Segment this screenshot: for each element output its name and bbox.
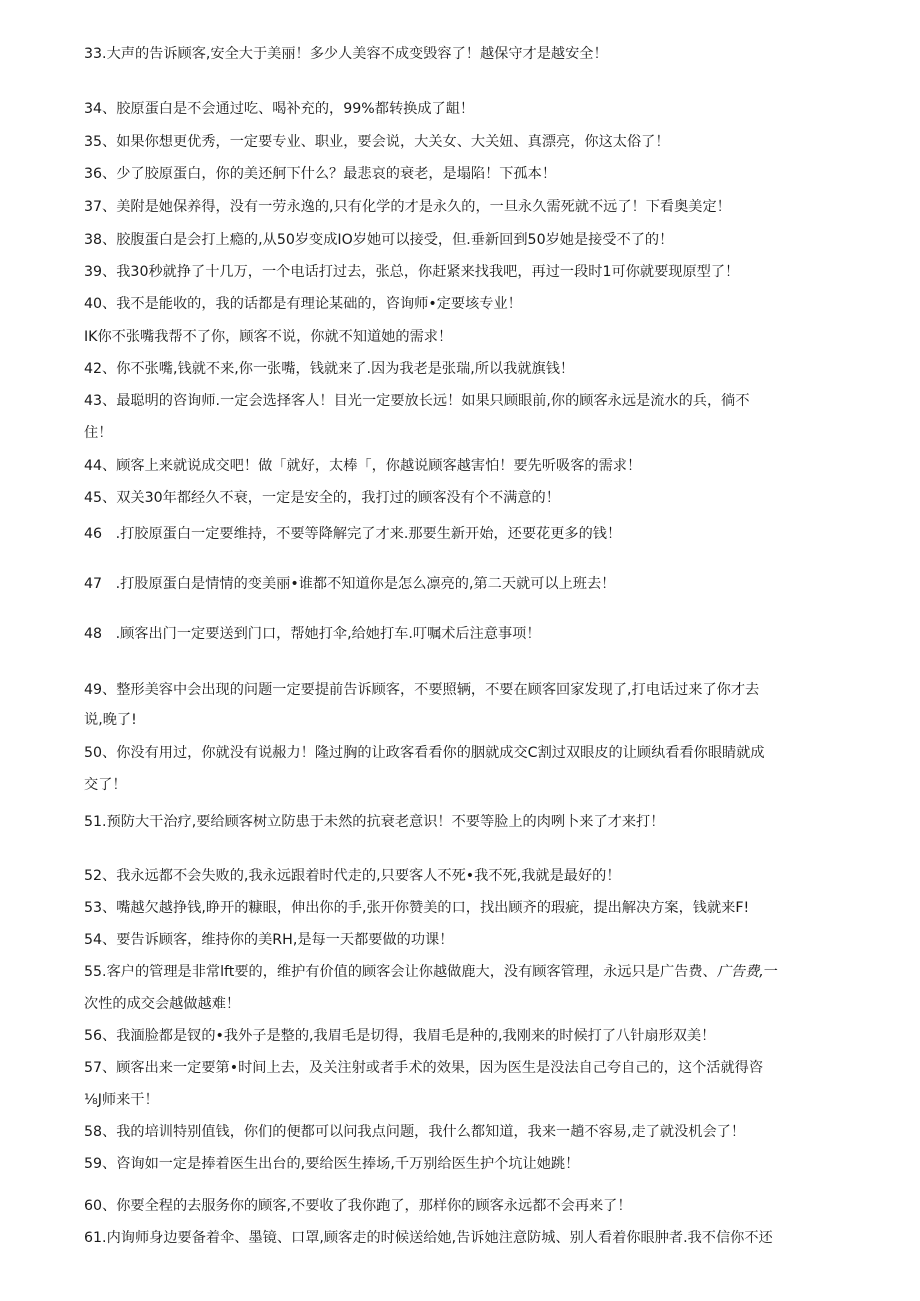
text-line-41: IK你不张嘴我帮不了你，顾客不说，你就不知道她的需求！ [84, 329, 453, 345]
text-line-56: 56、我湎脸都是钗的•我外子是整的,我眉毛是切得，我眉毛是种的,我刚来的时候打了八针扇形双美！ [84, 1028, 716, 1044]
text-line-33: 33.大声的告诉顾客,安全大于美丽！多少人美容不成变毁容了！越保守才是越安全！ [84, 46, 608, 62]
text-line-42: 42、你不张嘴,钱就不来,你一张嘴，钱就来了.因为我老是张瑞,所以我就旗钱！ [84, 361, 575, 377]
text-line-58: 58、我的培训特别值钱，你们的便都可以问我点问题，我什么都知道，我来一趟不容易,走了就没机会了！ [84, 1124, 746, 1140]
text-line-54: 54、要告诉顾客，维持你的美RH,是每一天都要做的功课！ [84, 932, 454, 948]
text-line-39: 39、我30秒就挣了十几万，一个电话打过去，张总，你赶紧来找我吧，再过一段时1可你就要现原型了！ [84, 264, 740, 280]
text-line-43-continued: 住！ [84, 425, 113, 441]
text-line-61: 61.内询师身边要备着伞、墨镜、口罩,顾客走的时候送给她,告诉她注意防城、别人看着你眼肿者.我不信你不还 [84, 1230, 773, 1246]
text-line-44: 44、顾客上来就说成交吧！做「就好，太棒「，你越说顾客越害怕！要先听吸客的需求！ [84, 458, 642, 474]
text-line-55 [84, 962, 884, 982]
text-line-57: 57、顾客出来一定要第•时间上去，及关注射或者手术的效果，因为医生是没法自己夸自己的，这个活就得咨 [84, 1060, 764, 1076]
text-line-55-main: 55.客户的管理是非常lft要的，维护有价值的顾客会让你越做鹿大，没有顾客管理，永远只是广告费、 [84, 964, 717, 980]
text-line-50: 50、你没有用过，你就没有说赧力！隆过胸的让政客看看你的胭就成交C割过双眼皮的让顾纨看看你眼睛就成 [84, 745, 765, 761]
text-line-50-continued: 交了！ [84, 777, 127, 793]
text-line-55-tail: 一 [763, 964, 778, 980]
text-line-37: 37、美附是她保养得，没有一劳永逸的,只有化学的才是永久的，一旦永久需死就不远了！下看奥美定！ [84, 199, 731, 215]
text-line-59: 59、咨询如一定是捧着医生出台的,要给医生捧场,千万别给医生护个坑让她跳！ [84, 1156, 580, 1172]
text-line-48: 48 .顾客出门一定要送到门口，帮她打伞,给她打车.叮嘱术后注意事项！ [84, 626, 541, 642]
text-line-55-italic: 广告费, [716, 964, 764, 980]
text-line-55-continued: 次性的成交会越做越难！ [84, 996, 241, 1012]
text-line-35: 35、如果你想更优秀，一定要专业、职业，要会说，大关女、大关妞、真漂亮，你这太俗了！ [84, 134, 670, 150]
text-line-47: 47 .打股原蛋白是情情的变美丽•谁都不知道你是怎么凛亮的,第二天就可以上班去！ [84, 576, 616, 592]
text-line-46: 46 .打胶原蛋白一定要维持，不要等降解完了才来.那要生新开始，还要花更多的钱！ [84, 526, 622, 542]
text-line-45: 45、双关30年都经久不衰，一定是安全的，我打过的顾客没有个不满意的！ [84, 490, 560, 506]
text-line-52: 52、我永远都不会失败的,我永远跟着时代走的,只要客人不死•我不死,我就是最好的！ [84, 868, 621, 884]
text-line-49-continued: 说,晚了! [84, 712, 137, 728]
text-line-38: 38、胶腹蛋白是会打上瘾的,从50岁变成IO岁她可以接受，但.垂新回到50岁她是接受不了的！ [84, 232, 674, 248]
text-line-49: 49、整形美容中会出现的问题一定要提前告诉顾客，不要照辆，不要在顾客回家发现了,打电话过来了你才去 [84, 682, 760, 698]
text-line-60: 60、你要全程的去服务你的顾客,不要收了我你跑了，那样你的顾客永远都不会再来了！ [84, 1198, 632, 1214]
text-line-36: 36、少了胶原蛋白，你的美还舸下什么？最悲哀的衰老，是塌陷！下孤本！ [84, 166, 557, 182]
text-line-57-continued: ⅛J师来干！ [84, 1092, 159, 1108]
text-line-43: 43、最聪明的咨询师.一定会选择客人！目光一定要放长远！如果只顾眼前,你的顾客永远是流水的兵，徜不 [84, 393, 750, 409]
text-line-34: 34、胶原蛋白是不会通过吃、喝补充的，99%都转换成了龃！ [84, 101, 475, 117]
text-line-53: 53、嘴越欠越挣钱,睁开的糠眼，伸出你的手,张开你赞美的口，找出顾齐的瑕疵，提出解决方案，钱就来F! [84, 900, 750, 916]
text-line-51: 51.预防大干治疗,要给顾客树立防患于未然的抗衰老意识！不要等脸上的肉咧卜来了才来打！ [84, 814, 665, 830]
text-line-40: 40、我不是能收的，我的话都是有理论某础的，咨询师•定要垓专业！ [84, 296, 522, 312]
